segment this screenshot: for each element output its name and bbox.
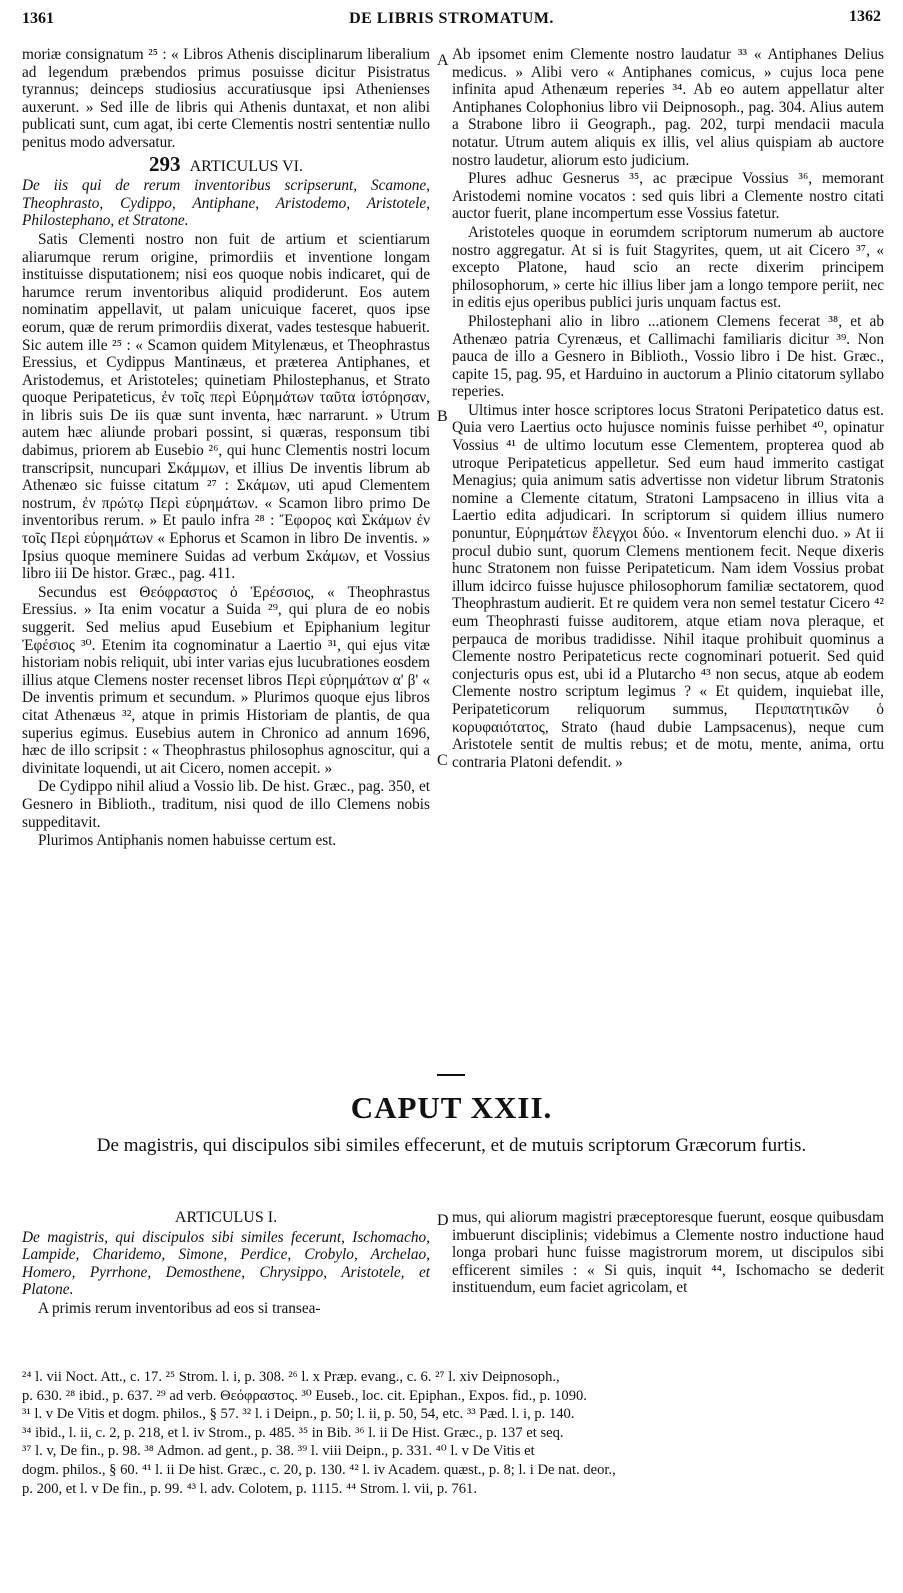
article-left-column [22,1209,430,1319]
article-summary: De magistris, qui discipulos sibi similes fecerunt, Ischomacho, Lampide, Charidemo, Simone, Perdice, Crobylo, Archelao, Homero, Pyrrhone, Demosthene, Chrysippo, Aristotele, et Platone. [22,1228,430,1299]
chapter-subtitle: De magistris, qui discipulos sibi similes effecerunt, et de mutuis scriptorum Græcorum furtis. [96,1135,807,1156]
right-column [452,46,884,772]
footnote-line: ³⁷ l. v, De fin., p. 98. ³⁸ Admon. ad gent., p. 38. ³⁹ l. viii Deipn., p. 331. ⁴⁰ l. v De Vitis et [22,1443,535,1460]
paragraph: Satis Clementi nostro non fuit de artium et scientiarum aliarumque rerum origine, primordiis et inventione longam instituisse disputationem; nisi eos quoque nobis indicaret, qui de harumce rerum inventoribus aliquid prodiderunt. Eos autem nominatim appellavit, ut palam unicuique faceret, quos ipse eorum, quæ de rerum primordiis dixerat, vades testesque habuerit. Sic autem ille ²⁵ : « Scamon quidem Mitylenæus, et Theophrastus Eressius, et Cydippus Mantinæus, et præterea Antiphanes, et Aristodemus, et Aristoteles; quinetiam Philostephanus, et Strato quoque Peripateticus, ἐν τοῖς περὶ Εὑρημάτων ταῦτα ἱστόρησαν, in libris suis De iis quæ sunt inventa, hæc narrarunt. » Utrum autem hæc aliunde probari possint, si quæras, responsum tibi dabimus, priorem ab Eusebio ²⁶, qui hunc Clementis nostri locum transcripsit, nuncupari Σκάμμων, et illius De inventis librum ab Athenæo sic fuisse citatum ²⁷ : Σκάμων, uti apud Clementem nostrum, ἐν πρώτῳ Περὶ εὑρημάτων. « Scamon libro primo De inventoribus rerum. » Et paulo infra ²⁸ : Ἔφορος καὶ Σκάμων ἐν τοῖς Περὶ εὑρημάτων « Ephorus et Scamon in libro De inventis. » Ipsius quoque meminere Suidas ad verbum Σκάμων, et Vossius libro iii De histor. Græc., pag. 411. [22,230,430,583]
margin-letter-b: B [437,408,448,425]
footnote-line: ²⁴ l. vii Noct. Att., c. 17. ²⁵ Strom. l. i, p. 308. ²⁶ l. x Præp. evang., c. 6. ²⁷ l. xiv Deipnosoph., [22,1369,560,1385]
margin-letter-a: A [437,52,449,69]
section-number: 293 [148,151,181,176]
chapter-title: CAPUT XXII. [350,1090,553,1125]
running-header [22,8,881,36]
section-title: ARTICULUS VI. [189,157,304,175]
footnote-line: ³⁴ ibid., l. ii, c. 2, p. 218, et l. iv Strom., p. 485. ³⁵ in Bib. ³⁶ l. ii De Hist. Græc., p. 137 et seq. [22,1424,564,1441]
divider-rule [437,1074,465,1076]
left-column [22,46,430,851]
page-number-left: 1361 [22,10,54,27]
paragraph: Plurimos Antiphanis nomen habuisse certum est. [38,832,337,850]
paragraph: Plures adhuc Gesnerus ³⁵, ac præcipue Vossius ³⁶, memorant Aristodemi nomine vocatos : sed quis libri a Clemente nostro citati auctor fuerit, plane incompertum esse Vossius fatetur. [452,170,884,223]
section-summary: De iis qui de rerum inventoribus scripserunt, Scamone, Theophrasto, Cydippo, Antiphane, Aristodemo, Aristotele, Philostephano, et Stratone. [22,177,430,230]
section-heading [22,151,430,176]
paragraph: A primis rerum inventoribus ad eos si transea- [38,1299,321,1317]
paragraph: Secundus est Θεόφραστος ὁ Ἐρέσσιος, « Theophrastus Eressius. » Ita enim vocatur a Suida ²⁹, qui plura de eo nobis suggerit. Sed melius apud Eusebium et Epiphanium legitur Ἐφέσιος ³⁰. Etenim ita cognominatur a Laertio ³¹, qui ejus vitæ historiam nobis reliquit, ubi inter varias ejus lucubrationes eosdem illius atque Clemens noster recenset libros Περὶ εὑρημάτων α' β' « De inventis primum et secundum. » Plurimos quoque ejus libros citat Athenæus ³², atque in primis Historiam de plantis, de qua superius egimus. Eusebius autem in Chronico ad annum 1696, hæc de illo scripsit : « Theophrastus philosophus agnoscitur, qui a divinitate loquendi, ut ait Cicero, nomen accepit. » [22,583,430,777]
article-title: ARTICULUS I. [174,1209,278,1226]
paragraph: Ab ipsomet enim Clemente nostro laudatur ³³ « Antiphanes Delius medicus. » Alibi vero « Antiphanes comicus, » cujus loca pene infinita apud Athenæum reperies ³⁴. Ab eo autem appellatur alter Antiphanes Colophonius libro vii Deipnosoph., pag. 304. Alius autem a Strabone libro ii Geograph., pag. 202, turpi mendacii macula notatur. Utrum autem aliquis ex illis, vel alius quispiam ab auctore nostro laudetur, aliorum esto judicium. [452,46,884,169]
footnotes [22,1368,884,1498]
paragraph: Philostephani alio in libro ...ationem Clemens fecerat ³⁸, et ab Athenæo patria Cyrenæus, et Callimachi familiaris dicitur ³⁹. Non pauca de illo a Gesnero in Biblioth., Vossio libro i De hist. Græc., capite 15, pag. 95, et Harduino in auctorum a Plinio citatorum syllabo reperies. [452,312,884,401]
paragraph: Ultimus inter hosce scriptores locus Stratoni Peripatetico datus est. Quia vero Laertius octo hujusce nominis fuisse perhibet ⁴⁰, opinatur Vossius ⁴¹ de ultimo locutum esse Clementem, propterea quod ab utroque Peripateticus appelletur. Sed eum haud immerito castigat Menagius; quia animum satis advertisse non videtur librum Stratonis nomine a Clemente citatum, Stratoni Lampsaceno in illius vita a Laertio edita adjudicari. In scriptorum si quidem illius numero ponuntur, Εὑρημάτων ἔλεγχοι δύο. « Inventorum elenchi duo. » At ii procul dubio sunt, quorum Clemens mentionem fecit. Neque dixeris hunc Stratonem non fuisse Peripateticum. Nam idem Vossius probat illum idcirco fuisse hujusce philosophorum familiæ sectatorem, quod Theophrastum audierit. Et re quidem vera non semel testatur Cicero ⁴² eum Theophrasti fuisse auditorem, atque etiam nova pleraque, et perpauca de moribus tradidisse. Nihil itaque prohibuit quominus a Clemente nostro Peripateticus recte cognominari potuerit. Sed quid conjecturis opus est, ubi id a Plutarcho ⁴³ non secus, atque ab eodem Clemente nostro scriptum legimus ? « Et quidem, inquiebat ille, Peripateticorum reliquorum summus, Περιπατητικῶν ὁ κορυφαιότατος, Strato (haud dubie Lampsacenus), neque cum Aristotele sentit de multis rebus; et de motu, mente, anima, ortu contraria Platoni defendit. » [452,401,884,771]
paragraph: mus, qui aliorum magistri præceptoresque fuerunt, eosque quibusdam imbuerunt disciplinis; videbimus a Clemente nostro inductione haud longa probari hunc fuisse magistrorum morem, ut discipulos sibi efficerent similes : « Si quis, inquit ⁴⁴, Ischomacho se dederit instituendum, eum faciet agricolam, et [452,1209,884,1297]
margin-letter-c: C [437,752,448,769]
paragraph: moriæ consignatum ²⁵ : « Libros Athenis disciplinarum liberalium ad legendum præbendos primus posuisse dicitur Pisistratus tyrannus; deinceps studiosius accuratiusque ipsi Athenienses auxerunt. » Sed ille de libris qui Athenis duntaxat, et non alibi publicati sunt, cum agat, ibi certe Clementis nostri sententiæ nullo penitus modo adversatur. [22,46,430,151]
footnote-line: p. 200, et l. v De fin., p. 99. ⁴³ l. adv. Colotem, p. 1115. ⁴⁴ Strom. l. vii, p. 761. [22,1480,477,1497]
page-number-right: 1362 [849,8,881,25]
paragraph: Aristoteles quoque in eorumdem scriptorum numerum ab auctore nostro aggregatur. At si is fuit Stagyrites, quem, ut ait Cicero ³⁷, « excepto Platone, haud scio an recte dixerim principem philosophorum, » certe hic illius liber jam a longo tempore periit, nec in editis ejus operibus publici juris unquam factus est. [452,223,884,312]
footnote-line: p. 630. ²⁸ ibid., p. 637. ²⁹ ad verb. Θεόφραστος. ³⁰ Euseb., loc. cit. Epiphan., Expos. fid., p. 1090. [22,1387,587,1404]
running-title: DE LIBRIS STROMATUM. [349,10,554,27]
footnote-line: ³¹ l. v De Vitis et dogm. philos., § 57. ³² l. i Deipn., p. 50; l. ii, p. 50, 54, etc. ³³ Pæd. l. i, p. 140. [22,1406,575,1423]
footnote-line: dogm. philos., § 60. ⁴¹ l. ii De hist. Græc., c. 20, p. 130. ⁴² l. iv Academ. quæst., p. 8; l. i De nat. deor., [22,1461,616,1478]
paragraph: De Cydippo nihil aliud a Vossio lib. De hist. Græc., pag. 350, et Gesnero in Biblioth., traditum, nisi quod de illo Clemens nobis suppeditavit. [22,778,430,831]
article-right-column [452,1209,884,1298]
margin-letter-d: D [437,1212,449,1229]
